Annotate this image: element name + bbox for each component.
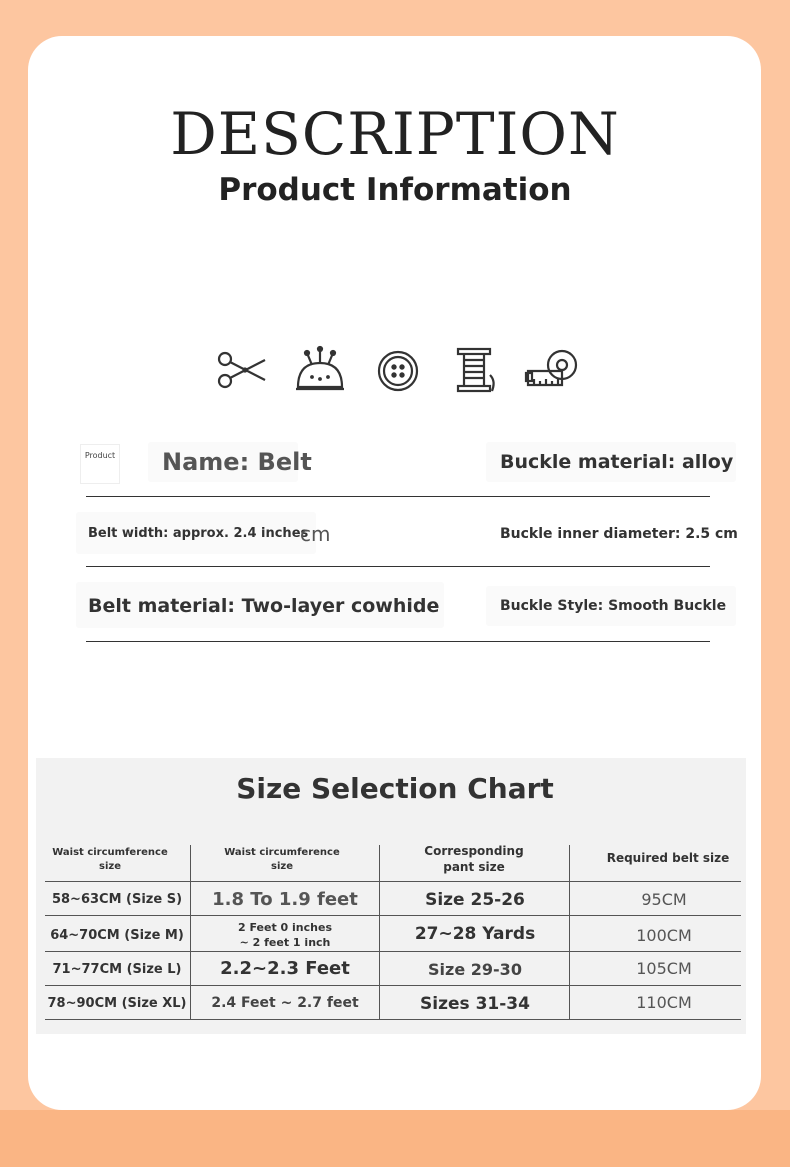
- table-cell: 110CM: [636, 993, 692, 1012]
- table-column-rule: [190, 845, 191, 1020]
- pincushion-icon: [292, 345, 348, 395]
- bottom-band: [0, 1110, 790, 1167]
- thread-spool-icon: [448, 345, 504, 395]
- buckle-style: Buckle Style: Smooth Buckle: [500, 598, 727, 614]
- table-cell: 2.4 Feet ~ 2.7 feet: [211, 995, 359, 1011]
- table-cell: 27~28 Yards: [414, 924, 536, 944]
- page-title: DESCRIPTION: [170, 100, 620, 168]
- table-cell: 78~90CM (Size XL): [47, 996, 187, 1011]
- button-icon: [370, 345, 426, 395]
- table-cell: Size 29-30: [428, 960, 522, 979]
- info-divider: [86, 496, 710, 497]
- col-header-waist-cm: Waist circumference size: [52, 847, 168, 872]
- table-cell: Size 25-26: [425, 890, 525, 910]
- table-rule: [45, 985, 741, 986]
- product-label-mark: Product: [80, 444, 120, 484]
- buckle-inner-diameter: Buckle inner diameter: 2.5 cm: [500, 526, 738, 542]
- info-divider: [86, 641, 710, 642]
- table-cell: 71~77CM (Size L): [52, 962, 182, 977]
- col-header-belt-size: Required belt size: [606, 851, 730, 865]
- col-header-pant-size: Corresponding pant size: [424, 844, 524, 874]
- buckle-material: Buckle material: alloy: [500, 451, 734, 473]
- info-divider: [86, 566, 710, 567]
- belt-material: Belt material: Two-layer cowhide: [88, 595, 440, 617]
- table-cell: 64~70CM (Size M): [50, 928, 184, 943]
- col-header-waist-ft: Waist circumference size: [224, 847, 340, 872]
- table-cell: Sizes 31-34: [420, 994, 530, 1014]
- sewing-icons-row: [0, 345, 790, 395]
- tape-measure-icon: [524, 345, 580, 395]
- belt-width-unit: cm: [300, 522, 331, 546]
- table-cell: 2.2~2.3 Feet: [220, 958, 350, 979]
- table-rule: [45, 951, 741, 952]
- table-rule: [45, 881, 741, 882]
- table-cell: 1.8 To 1.9 feet: [212, 889, 358, 910]
- product-name: Name: Belt: [162, 448, 312, 476]
- scissors-icon: [215, 345, 271, 395]
- table-cell: 58~63CM (Size S): [51, 892, 183, 907]
- table-cell: 105CM: [636, 959, 692, 978]
- table-cell: 100CM: [636, 926, 692, 945]
- table-cell: 95CM: [641, 890, 687, 909]
- belt-width: Belt width: approx. 2.4 inches: [88, 526, 309, 541]
- table-rule: [45, 915, 741, 916]
- table-column-rule: [379, 845, 380, 1020]
- table-rule: [45, 1019, 741, 1020]
- size-chart-title: Size Selection Chart: [236, 772, 554, 805]
- table-cell: 2 Feet 0 inches ~ 2 feet 1 inch: [237, 921, 332, 949]
- table-column-rule: [569, 845, 570, 1020]
- page-subtitle: Product Information: [218, 172, 572, 208]
